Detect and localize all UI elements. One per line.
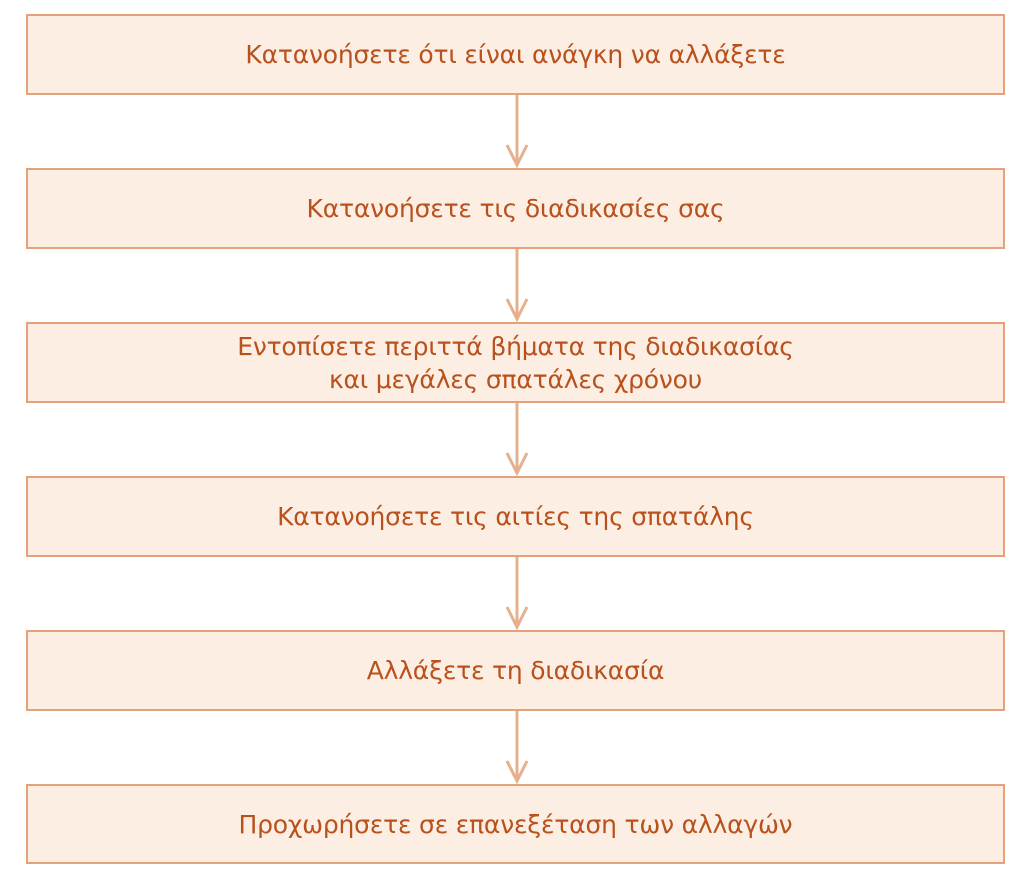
step-box-4: [26, 476, 1005, 557]
step-box-6: [26, 784, 1005, 864]
down-arrow-icon: [504, 249, 530, 322]
down-arrow-icon: [504, 557, 530, 630]
down-arrow-icon: [504, 711, 530, 784]
step-box-3: [26, 322, 1005, 403]
step-label-3: Εντοπίσετε περιττά βήματα της διαδικασίας και μεγάλες σπατάλες χρόνου: [237, 331, 794, 394]
step-label-5: Αλλάξετε τη διαδικασία: [366, 656, 665, 685]
step-label-1: Κατανοήσετε ότι είναι ανάγκη να αλλάξετε: [245, 40, 786, 69]
step-box-2: [26, 168, 1005, 249]
down-arrow-icon: [504, 95, 530, 168]
step-label-2: Κατανοήσετε τις διαδικασίες σας: [306, 194, 725, 223]
step-box-5: [26, 630, 1005, 711]
down-arrow-icon: [504, 403, 530, 476]
step-label-4: Κατανοήσετε τις αιτίες της σπατάλης: [277, 502, 754, 531]
step-label-6: Προχωρήσετε σε επανεξέταση των αλλαγών: [238, 809, 793, 839]
step-box-1: [26, 14, 1005, 95]
